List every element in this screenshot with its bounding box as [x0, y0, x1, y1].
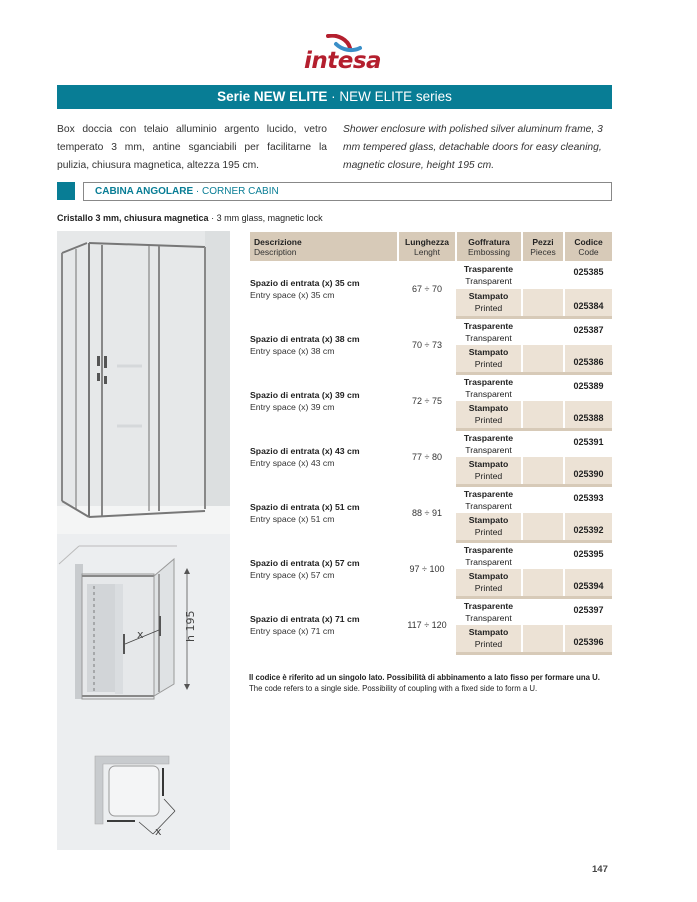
- pieces-printed: [522, 569, 564, 597]
- intesa-logo: [296, 34, 406, 80]
- embossing-printed: Stampato Printed: [456, 345, 522, 373]
- dimension-diagram: [57, 534, 230, 850]
- row-length: 117 ÷ 120: [407, 620, 447, 630]
- section-marker: [57, 182, 75, 200]
- embossing-transparent: Trasparente Transparent: [456, 429, 522, 457]
- pieces-transparent: [522, 429, 564, 457]
- subhead-separator: ·: [208, 213, 217, 223]
- table-row-transparent: [250, 541, 612, 569]
- code-transparent: 025387: [573, 324, 604, 335]
- product-subheading: [57, 213, 323, 223]
- product-spec-table: [250, 232, 612, 655]
- pieces-transparent: [522, 317, 564, 345]
- section-header: [83, 182, 612, 201]
- col-header-description: Descrizione Description: [250, 232, 398, 261]
- pieces-transparent: [522, 597, 564, 625]
- row-description: Spazio di entrata (x) 38 cm Entry space (x) 38 cm: [250, 334, 360, 356]
- pieces-printed: [522, 513, 564, 541]
- table-header-row: [250, 232, 612, 261]
- row-length: 70 ÷ 73: [412, 340, 442, 350]
- embossing-printed: Stampato Printed: [456, 513, 522, 541]
- shower-enclosure-image: [57, 231, 230, 534]
- row-description: Spazio di entrata (x) 71 cm Entry space (x) 71 cm: [250, 614, 360, 636]
- logo-text: intesa: [304, 48, 382, 74]
- col-header-embossing: Goffratura Embossing: [456, 232, 522, 261]
- embossing-printed: Stampato Printed: [456, 625, 522, 653]
- pieces-transparent: [522, 261, 564, 289]
- pieces-printed: [522, 289, 564, 317]
- code-printed: 025390: [564, 457, 612, 485]
- row-description: Spazio di entrata (x) 43 cm Entry space (x) 43 cm: [250, 446, 360, 468]
- technical-drawing: [57, 534, 230, 850]
- code-printed: 025392: [564, 513, 612, 541]
- code-transparent: 025393: [573, 492, 604, 503]
- code-transparent: 025385: [573, 267, 604, 277]
- code-transparent: 025397: [573, 604, 604, 615]
- pieces-transparent: [522, 373, 564, 401]
- code-printed: 025384: [564, 289, 612, 317]
- series-separator: ·: [327, 89, 340, 104]
- intro-english: Shower enclosure with polished silver aluminum frame, 3 mm tempered glass, detachable doors for easy cleaning, magnetic closure, height 195 cm.: [343, 124, 603, 171]
- code-transparent: 025395: [573, 548, 604, 559]
- series-title-band: [57, 85, 612, 109]
- embossing-transparent: Trasparente Transparent: [456, 261, 522, 289]
- table-row-transparent: [250, 317, 612, 345]
- page-number: 147: [592, 864, 608, 875]
- code-transparent: 025391: [573, 436, 604, 447]
- pieces-printed: [522, 345, 564, 373]
- entry-space-label: x: [137, 628, 144, 641]
- row-description: Spazio di entrata (x) 51 cm Entry space (x) 51 cm: [250, 502, 360, 524]
- embossing-printed: Stampato Printed: [456, 401, 522, 429]
- row-length: 88 ÷ 91: [412, 508, 442, 518]
- embossing-printed: Stampato Printed: [456, 457, 522, 485]
- code-printed: 025396: [564, 625, 612, 653]
- embossing-printed: Stampato Printed: [456, 289, 522, 317]
- col-header-code: Codice Code: [564, 232, 612, 261]
- embossing-transparent: Trasparente Transparent: [456, 597, 522, 625]
- col-header-pieces: Pezzi Pieces: [522, 232, 564, 261]
- row-length: 97 ÷ 100: [409, 564, 445, 574]
- embossing-transparent: Trasparente Transparent: [456, 541, 522, 569]
- table-footnote: [249, 672, 600, 694]
- table-row-transparent: [250, 429, 612, 457]
- row-description: Spazio di entrata (x) 35 cm Entry space (x) 35 cm: [250, 278, 360, 300]
- row-length: 67 ÷ 70: [412, 284, 442, 294]
- code-printed: 025388: [564, 401, 612, 429]
- embossing-printed: Stampato Printed: [456, 569, 522, 597]
- embossing-transparent: Trasparente Transparent: [456, 373, 522, 401]
- table-row-transparent: [250, 261, 612, 289]
- plan-entry-label: x: [155, 825, 162, 838]
- section-title-it: CABINA ANGOLARE: [95, 186, 194, 197]
- footnote-en: The code refers to a single side. Possibility of coupling with a fixed side to form a U.: [249, 684, 538, 693]
- col-header-length: Lunghezza Lenght: [398, 232, 456, 261]
- row-length: 77 ÷ 80: [412, 452, 442, 462]
- pieces-transparent: [522, 485, 564, 513]
- pieces-printed: [522, 457, 564, 485]
- section-title-en: CORNER CABIN: [202, 186, 279, 197]
- pieces-printed: [522, 401, 564, 429]
- row-description: Spazio di entrata (x) 57 cm Entry space (x) 57 cm: [250, 558, 360, 580]
- subhead-en: 3 mm glass, magnetic lock: [216, 213, 323, 223]
- intro-italian: Box doccia con telaio alluminio argento lucido, vetro temperato 3 mm, antine sganciabili per facilitarne la pulizia, chiusura magnetica, altezza 195 cm.: [57, 124, 327, 171]
- series-title-en: NEW ELITE series: [339, 89, 452, 104]
- table-row-transparent: [250, 373, 612, 401]
- table-row-transparent: [250, 485, 612, 513]
- height-label: h 195: [184, 610, 197, 642]
- subhead-it: Cristallo 3 mm, chiusura magnetica: [57, 213, 209, 223]
- code-printed: 025386: [564, 345, 612, 373]
- code-transparent: 025389: [573, 380, 604, 391]
- row-description: Spazio di entrata (x) 39 cm Entry space (x) 39 cm: [250, 390, 360, 412]
- table-row-transparent: [250, 597, 612, 625]
- embossing-transparent: Trasparente Transparent: [456, 485, 522, 513]
- footnote-it: Il codice è riferito ad un singolo lato. Possibilità di abbinamento a lato fisso per formare una U.: [249, 673, 600, 682]
- code-printed: 025394: [564, 569, 612, 597]
- section-separator: ·: [193, 186, 203, 197]
- pieces-printed: [522, 625, 564, 653]
- row-length: 72 ÷ 75: [412, 396, 442, 406]
- series-title-it: Serie NEW ELITE: [217, 89, 328, 104]
- pieces-transparent: [522, 541, 564, 569]
- embossing-transparent: Trasparente Transparent: [456, 317, 522, 345]
- product-photo: [57, 231, 230, 534]
